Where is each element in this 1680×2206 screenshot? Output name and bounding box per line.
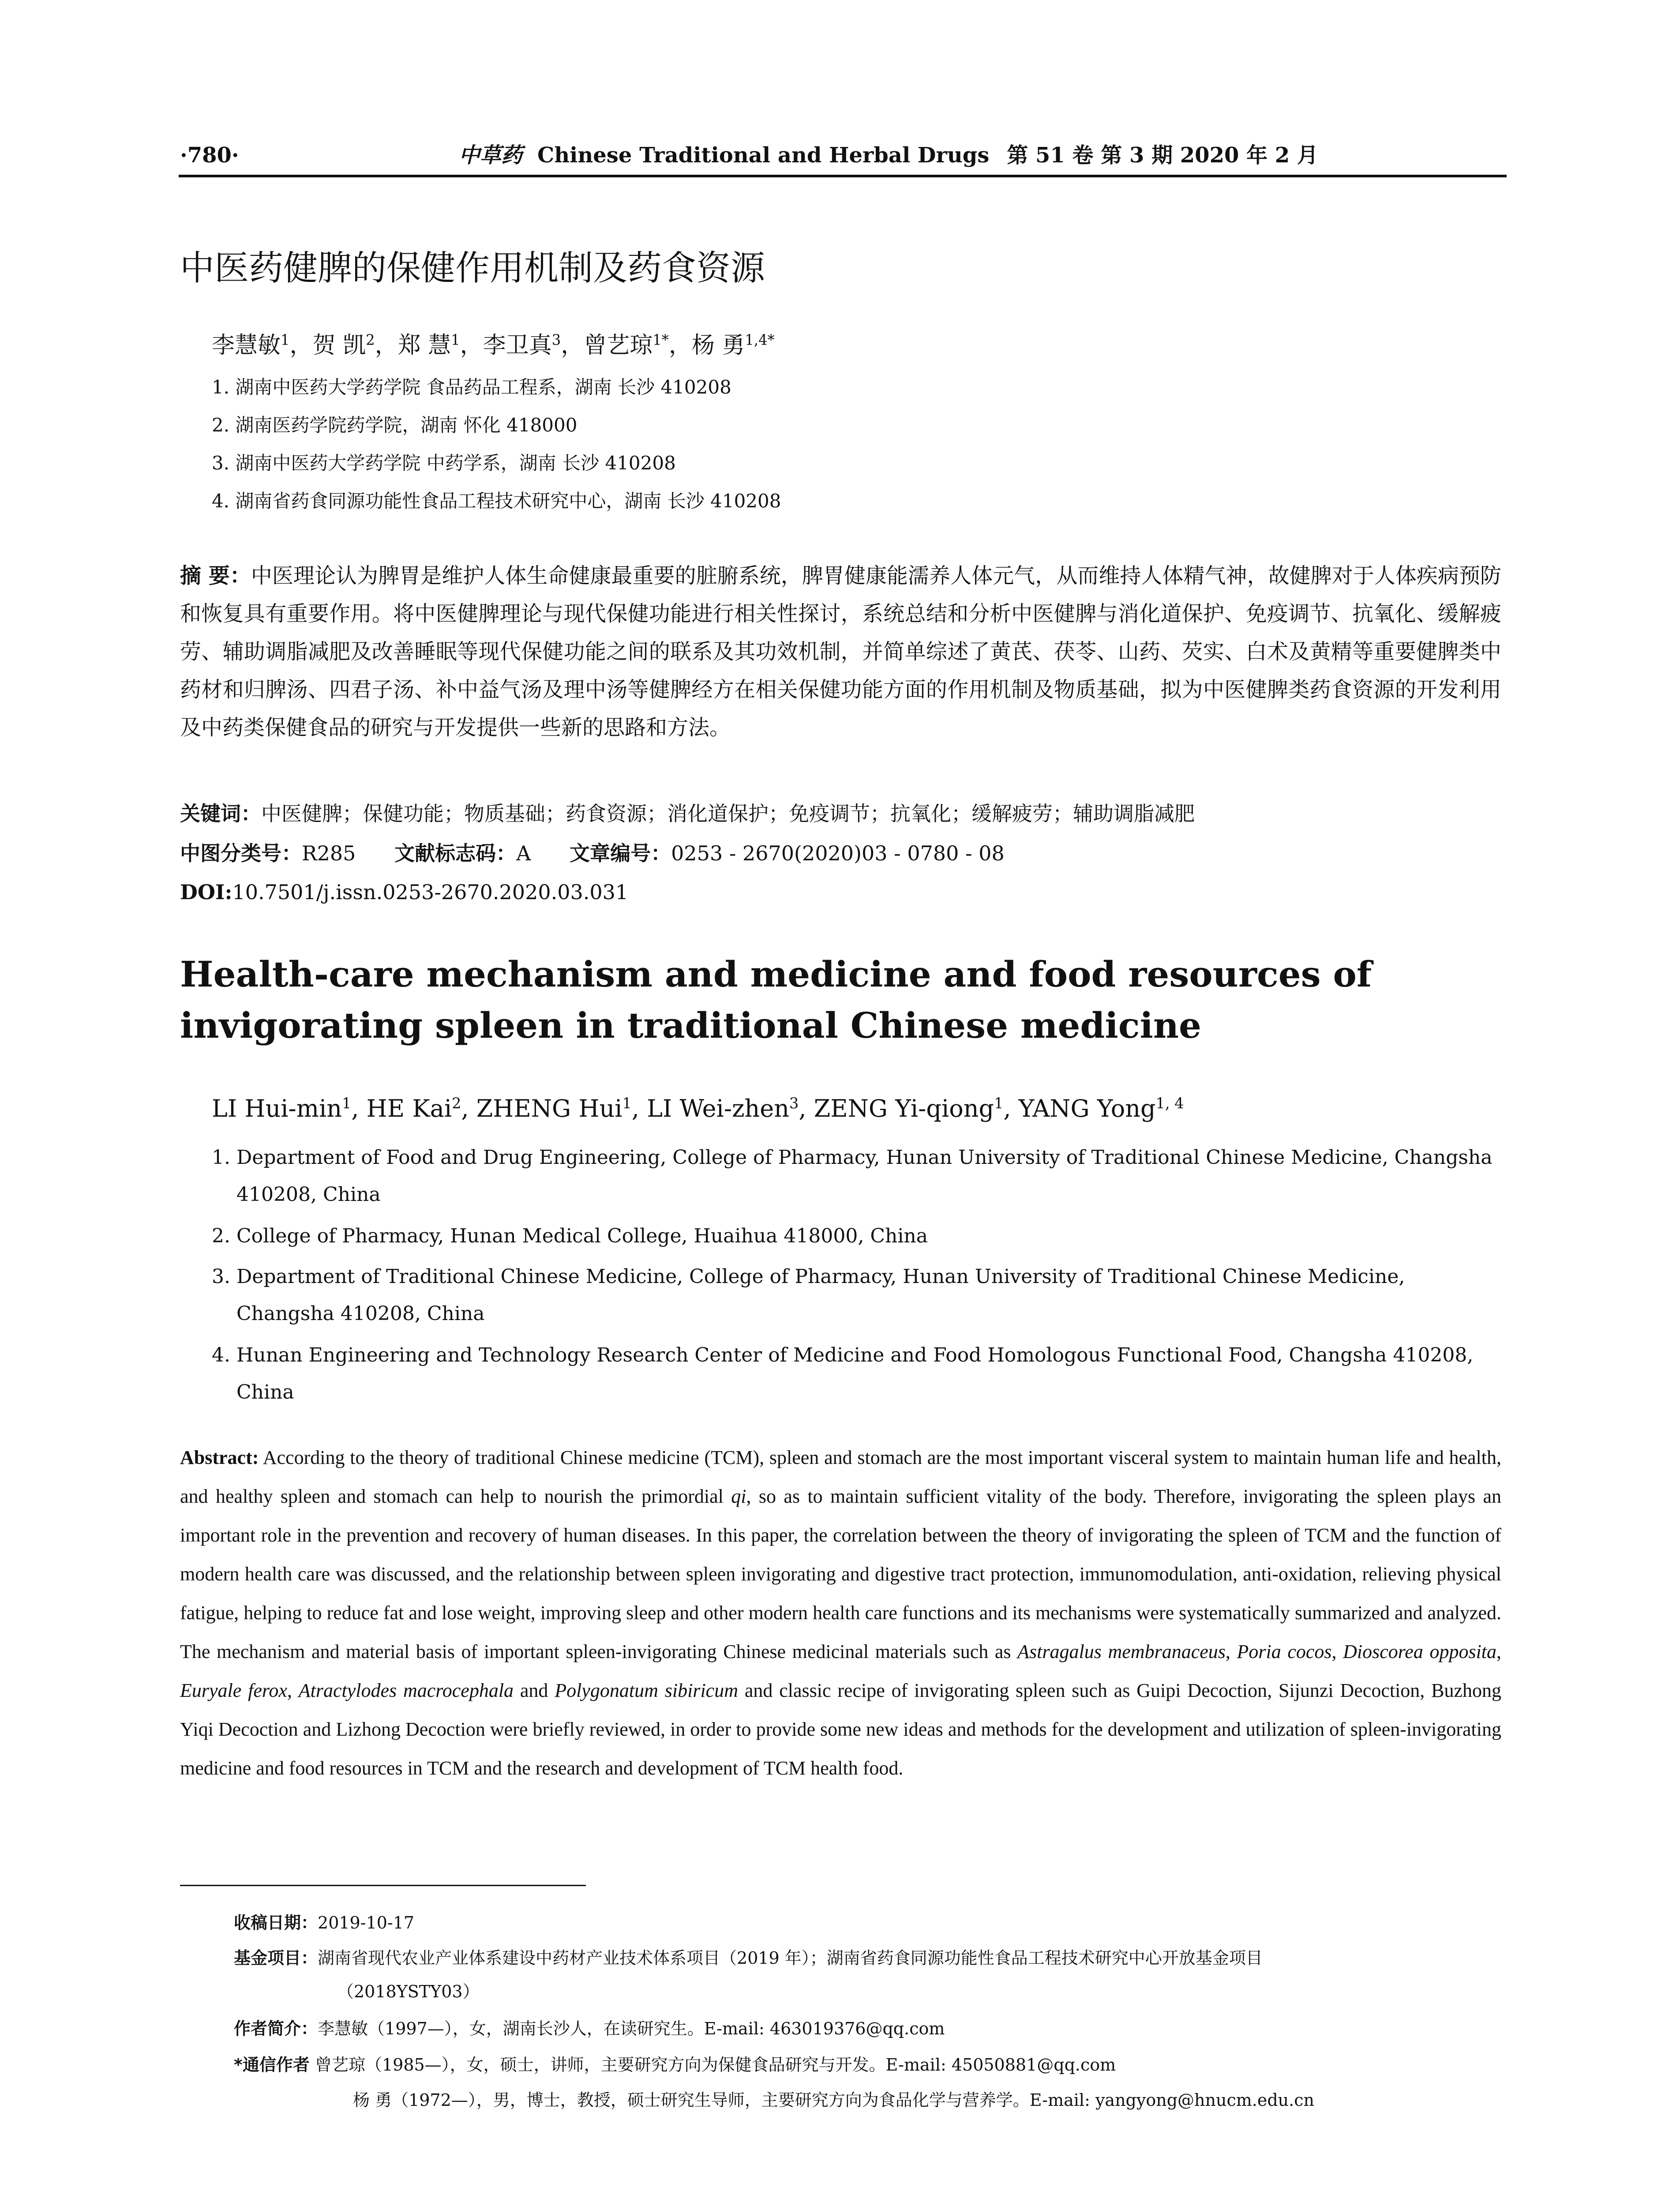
- affiliation-en-1: [212, 1139, 1509, 1213]
- issue-info: 第 51 卷 第 3 期 2020 年 2 月: [1007, 143, 1318, 168]
- affiliation-text: Department of Food and Drug Engineering, College of Pharmacy, Hunan University of Traditional Chinese Medicine, Changsha: [236, 1146, 1492, 1169]
- affiliation-text-cont: China: [236, 1381, 294, 1403]
- doi-line: [180, 878, 628, 906]
- doi-value: 10.7501/j.issn.0253-2670.2020.03.031: [232, 880, 629, 904]
- fund-label: 基金项目：: [234, 1948, 318, 1968]
- species-name: Atractylodes macrocephala: [298, 1680, 514, 1701]
- affiliation-number: 1.: [212, 1146, 230, 1169]
- classification-line: [180, 839, 1005, 867]
- affiliation-number: 4.: [212, 1344, 230, 1366]
- separator: ,: [287, 1680, 299, 1701]
- author-affil-mark: 1,4*: [745, 331, 775, 349]
- author-name-en: HE Kai: [366, 1095, 452, 1122]
- abstract-en-label: Abstract:: [180, 1447, 259, 1468]
- keywords-label: 关键词：: [180, 802, 261, 825]
- affiliation-cn-4: 4. 湖南省药食同源功能性食品工程技术研究中心，湖南 长沙 410208: [212, 490, 781, 512]
- author-affil-mark: 1: [622, 1095, 632, 1112]
- footnote-author-bio: [234, 2016, 945, 2041]
- species-name: Dioscorea opposita: [1343, 1641, 1497, 1662]
- journal-name-cn: 中草药: [459, 143, 523, 168]
- author-affil-mark: 2: [366, 331, 375, 349]
- author-affil-mark: 1: [451, 331, 460, 349]
- affiliation-text-cont: Changsha 410208, China: [236, 1302, 485, 1325]
- affiliation-cn-3: 3. 湖南中医药大学药学院 中药学系，湖南 长沙 410208: [212, 452, 676, 474]
- doc-code-value: A: [516, 841, 531, 865]
- author-name: 李慧敏: [212, 332, 281, 359]
- clc-label: 中图分类号：: [180, 841, 302, 865]
- author-affil-mark: 1: [281, 331, 290, 349]
- author-name: 李卫真: [483, 332, 552, 359]
- abstract-en-text: , so as to maintain sufficient vitality of the body. Therefore, invigorating the spleen plays an important role in the prevention and recovery of human diseases. In this paper, the correlation between the theory of invigorating the spleen of TCM and the function of modern health care was discussed, and the relationship between spleen invigorating and digestive tract protection, immunomodulation, anti-oxidation, relieving physical fatigue, helping to reduce fat and lose weight, improving sleep and other modern health care functions and its mechanisms were systematically summarized and analyzed. The mechanism and material basis of important spleen-invigorating Chinese medicinal materials such as: [180, 1486, 1501, 1662]
- author-affil-mark: 1*: [652, 331, 669, 349]
- author-name-en: ZHENG Hui: [476, 1095, 622, 1122]
- affiliation-text: Department of Traditional Chinese Medicine, College of Pharmacy, Hunan University of Traditional Chinese Medicine,: [236, 1265, 1405, 1288]
- affiliation-number: 3.: [212, 1265, 230, 1288]
- abstract-en: [180, 1438, 1501, 1788]
- species-name: Polygonatum sibiricum: [555, 1680, 738, 1701]
- keywords-text: 中医健脾；保健功能；物质基础；药食资源；消化道保护；免疫调节；抗氧化；缓解疲劳；辅助调脂减肥: [261, 802, 1195, 825]
- abstract-en-text: According to the theory of traditional Chinese medicine (TCM), spleen and stomach are the most important visceral system to maintain human life and health, and healthy spleen and stomach can help to nourish the primordial: [180, 1447, 1501, 1507]
- doi-label: DOI:: [180, 880, 232, 904]
- author-name: 郑 慧: [398, 332, 451, 359]
- author-name: 曾艺琼: [584, 332, 653, 359]
- author-affil-mark: 1, 4: [1155, 1095, 1184, 1112]
- separator: ,: [1331, 1641, 1343, 1662]
- species-name: Poria cocos: [1237, 1641, 1332, 1662]
- page-number: ·780·: [180, 143, 239, 168]
- authors-en: LI Hui-$\min^1$, HE Kai$^2$, ZHENG Hui$^1$, LI Wei-zhen$^3$, ZENG Yi-qiong$^1$, YANG Yong$^{1, 4}$: [212, 1095, 1184, 1122]
- footnote-fund: [234, 1946, 1263, 1970]
- separator: ,: [1225, 1641, 1237, 1662]
- article-title-en: Health-care mechanism and medicine and food resources of invigorating spleen in traditional Chinese medicine: [180, 953, 1372, 1046]
- author-name: 杨 勇: [691, 332, 745, 359]
- received-label: 收稿日期：: [234, 1913, 318, 1932]
- separator: and: [514, 1680, 555, 1701]
- received-date: 2019-10-17: [318, 1913, 415, 1932]
- footnote-rule: [180, 1885, 586, 1886]
- abstract-en-italic-term: qi: [731, 1486, 746, 1507]
- article-number-value: 0253 - 2670(2020)03 - 0780 - 08: [671, 841, 1005, 865]
- affiliation-text-cont: 410208, China: [236, 1183, 381, 1206]
- species-name: Euryale ferox: [180, 1680, 287, 1701]
- article-number-label: 文章编号：: [570, 841, 671, 865]
- author-affil-mark: 3: [789, 1095, 799, 1112]
- abstract-cn-text: 中医理论认为脾胃是维护人体生命健康最重要的脏腑系统，脾胃健康能濡养人体元气，从而维持人体精气神，故健脾对于人体疾病预防和恢复具有重要作用。将中医健脾理论与现代保健功能进行相关性探讨，系统总结和分析中医健脾与消化道保护、免疫调节、抗氧化、缓解疲劳、辅助调脂减肥及改善睡眠等现代保健功能之间的联系及其功效机制，并简单综述了黄芪、茯苓、山药、芡实、白术及黄精等重要健脾类中药材和归脾汤、四君子汤、补中益气汤及理中汤等健脾经方在相关保健功能方面的作用机制及物质基础，拟为中医健脾类药食资源的开发利用及中药类保健食品的研究与开发提供一些新的思路和方法。: [180, 563, 1501, 740]
- footnote-fund-cont: （2018YSTY03）: [337, 1982, 480, 2001]
- header-rule: [179, 175, 1507, 177]
- abstract-en-text: and classic recipe of invigorating spleen such as Guipi Decoction, Sijunzi Decoction, Buzhong Yiqi Decoction and Lizhong Decoction were briefly reviewed, in order to provide some new ideas and methods for the development and utilization of spleen-invigorating medicine and food resources in TCM and the research and development of TCM health food.: [180, 1680, 1502, 1779]
- separator: ,: [1496, 1641, 1502, 1662]
- fund-text: 湖南省现代农业产业体系建设中药材产业技术体系项目（2019 年）；湖南省药食同源功能性食品工程技术研究中心开放基金项目: [318, 1948, 1263, 1968]
- affiliation-en-4: [212, 1337, 1509, 1411]
- author-affil-mark: 1: [994, 1095, 1004, 1112]
- footnote-received: [234, 1910, 414, 1935]
- species-name: Astragalus membranaceus: [1017, 1641, 1226, 1662]
- abstract-cn-label: 摘 要：: [180, 563, 251, 588]
- authors-cn: 李慧敏$^1$，贺 凯$^2$，郑 慧$^1$，李卫真$^3$，曾艺琼$^{1*}$，杨 勇$^{1,4*}$: [212, 331, 775, 359]
- author-name-en: ZENG Yi-qiong: [814, 1095, 994, 1122]
- affiliation-text: Hunan Engineering and Technology Research Center of Medicine and Food Homologous Functional Food, Changsha 410208,: [236, 1344, 1474, 1366]
- article-title-cn: 中医药健脾的保健作用机制及药食资源: [180, 248, 765, 288]
- abstract-cn: [180, 557, 1501, 747]
- author-name-en: YANG Yong: [1018, 1095, 1156, 1122]
- footnote-corresponding-2: 杨 勇（1972—），男，博士，教授，硕士研究生导师，主要研究方向为食品化学与营养学。E-mail: yangyong@hnucm.edu.cn: [353, 2090, 1314, 2110]
- author-affil-mark: 3: [551, 331, 561, 349]
- footnote-corresponding: [234, 2052, 1116, 2077]
- author-bio-label: 作者简介：: [234, 2019, 318, 2038]
- author-affil-mark: 1: [342, 1095, 352, 1112]
- author-name: 贺 凯: [312, 332, 366, 359]
- journal-name-en: Chinese Traditional and Herbal Drugs: [537, 143, 990, 168]
- author-name-en: LI Wei-zhen: [647, 1095, 790, 1122]
- affiliation-en-2: [212, 1218, 1509, 1255]
- affiliation-en-3: [212, 1258, 1509, 1332]
- author-name-en: LI Hui-min: [212, 1095, 342, 1122]
- author-bio-text: 李慧敏（1997—），女，湖南长沙人，在读研究生。E-mail: 463019376@qq.com: [318, 2019, 945, 2038]
- corresponding-label: *通信作者: [234, 2055, 310, 2075]
- journal-header: [459, 142, 1318, 169]
- affiliation-cn-1: 1. 湖南中医药大学药学院 食品药品工程系，湖南 长沙 410208: [212, 376, 731, 398]
- doc-code-label: 文献标志码：: [394, 841, 517, 865]
- author-affil-mark: 2: [452, 1095, 461, 1112]
- corresponding-text: 曾艺琼（1985—），女，硕士，讲师，主要研究方向为保健食品研究与开发。E-mail: 45050881@qq.com: [315, 2055, 1116, 2075]
- affiliation-cn-2: 2. 湖南医药学院药学院，湖南 怀化 418000: [212, 414, 578, 436]
- affiliation-number: 2.: [212, 1225, 230, 1247]
- clc-value: R285: [302, 841, 356, 865]
- affiliation-text: College of Pharmacy, Hunan Medical College, Huaihua 418000, China: [236, 1225, 928, 1247]
- keywords-cn: [180, 799, 1195, 828]
